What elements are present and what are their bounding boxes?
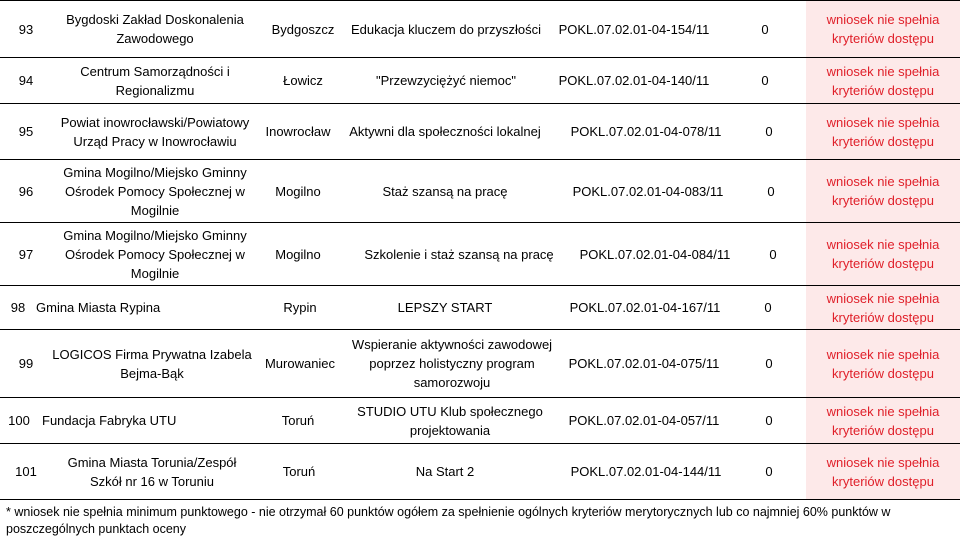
table-row: [0, 1, 960, 57]
application-number: POKL.07.02.01-04-075/11: [568, 356, 720, 371]
table-row: [0, 329, 960, 397]
status-text: wniosek nie spełnia kryteriów dostępu: [806, 286, 960, 329]
city: Bydgoszcz: [271, 21, 335, 37]
table-row: [0, 397, 960, 443]
points: 0: [765, 356, 773, 371]
city: Mogilno: [275, 246, 321, 262]
row-number: 98: [10, 300, 26, 315]
city: Rypin: [283, 300, 317, 315]
application-number: POKL.07.02.01-04-144/11: [570, 464, 722, 479]
row-number: 100: [8, 413, 30, 428]
table-row: [0, 159, 960, 222]
application-number: POKL.07.02.01-04-140/11: [558, 73, 710, 88]
points: 0: [767, 183, 775, 199]
applicant-name: Fundacja Fabryka UTU: [42, 413, 177, 428]
project-title: Staż szansą na pracę: [382, 183, 508, 199]
applicant-name: Gmina Mogilno/Miejsko Gminny Ośrodek Pomocy Społecznej w Mogilnie: [63, 227, 247, 281]
project-title: "Przewzyciężyć niemoc": [376, 73, 516, 88]
applicant-name: Gmina Mogilno/Miejsko Gminny Ośrodek Pomocy Społecznej w Mogilnie: [63, 164, 247, 218]
status-text: wniosek nie spełnia kryteriów dostępu: [806, 223, 960, 285]
status-text: wniosek nie spełnia kryteriów dostępu: [806, 104, 960, 159]
row-number: 99: [18, 356, 34, 371]
row-number: 95: [18, 124, 34, 139]
points: 0: [765, 413, 773, 428]
table-row: [0, 57, 960, 103]
status-text: wniosek nie spełnia kryteriów dostępu: [806, 160, 960, 222]
application-number: POKL.07.02.01-04-057/11: [568, 413, 720, 428]
applicant-name: Bygdoski Zakład Doskonalenia Zawodowego: [66, 12, 244, 46]
table-row: [0, 285, 960, 329]
status-text: wniosek nie spełnia kryteriów dostępu: [806, 330, 960, 397]
application-number: POKL.07.02.01-04-078/11: [570, 124, 722, 139]
project-title: LEPSZY START: [397, 300, 493, 315]
application-number: POKL.07.02.01-04-154/11: [558, 21, 710, 37]
applicant-name: Powiat inowrocławski/Powiatowy Urząd Pracy w Inowrocławiu: [60, 114, 250, 149]
application-number: POKL.07.02.01-04-083/11: [572, 183, 724, 199]
project-title: Szkolenie i staż szansą na pracę: [364, 246, 554, 262]
city: Łowicz: [283, 73, 323, 88]
status-text: wniosek nie spełnia kryteriów dostępu: [806, 1, 960, 57]
footnote: * wniosek nie spełnia minimum punktowego - nie otrzymał 60 punktów ogółem za spełnienie ogólnych kryteriów merytorycznych lub co najmniej 60% punktów w poszczególnych punktach oceny: [6, 505, 891, 536]
points: 0: [769, 246, 777, 262]
table-row: [0, 103, 960, 159]
row-number: 93: [18, 21, 34, 37]
status-text: wniosek nie spełnia kryteriów dostępu: [806, 58, 960, 103]
project-title: Na Start 2: [415, 464, 475, 479]
row-number: 94: [18, 73, 34, 88]
status-text: wniosek nie spełnia kryteriów dostępu: [806, 444, 960, 499]
project-title: Edukacja kluczem do przyszłości: [350, 21, 542, 37]
project-title: Aktywni dla społeczności lokalnej: [349, 124, 541, 139]
application-number: POKL.07.02.01-04-167/11: [569, 300, 721, 315]
city: Inowrocław: [265, 124, 331, 139]
points: 0: [765, 124, 773, 139]
city: Toruń: [282, 464, 316, 479]
status-text: wniosek nie spełnia kryteriów dostępu: [806, 398, 960, 443]
table-row: [0, 443, 960, 499]
project-title: Wspieranie aktywności zawodowej poprzez holistyczny program samorozwoju: [351, 337, 553, 390]
applicant-name: Gmina Miasta Rypina: [36, 300, 161, 315]
applicant-name: Centrum Samorządności i Regionalizmu: [80, 63, 230, 98]
city: Mogilno: [275, 183, 321, 199]
applicant-name: LOGICOS Firma Prywatna Izabela Bejma-Bąk: [52, 346, 252, 381]
application-number: POKL.07.02.01-04-084/11: [579, 246, 731, 262]
points: 0: [761, 73, 769, 88]
points: 0: [765, 464, 773, 479]
row-number: 101: [15, 464, 37, 479]
applicant-name: Gmina Miasta Torunia/Zespół Szkół nr 16 w Toruniu: [67, 454, 237, 489]
points: 0: [761, 21, 769, 37]
table-row: [0, 222, 960, 285]
city: Murowaniec: [264, 356, 336, 371]
points: 0: [764, 300, 772, 315]
row-number: 97: [18, 246, 34, 262]
project-title: STUDIO UTU Klub społecznego projektowania: [357, 403, 543, 438]
row-number: 96: [18, 183, 34, 199]
city: Toruń: [281, 413, 315, 428]
